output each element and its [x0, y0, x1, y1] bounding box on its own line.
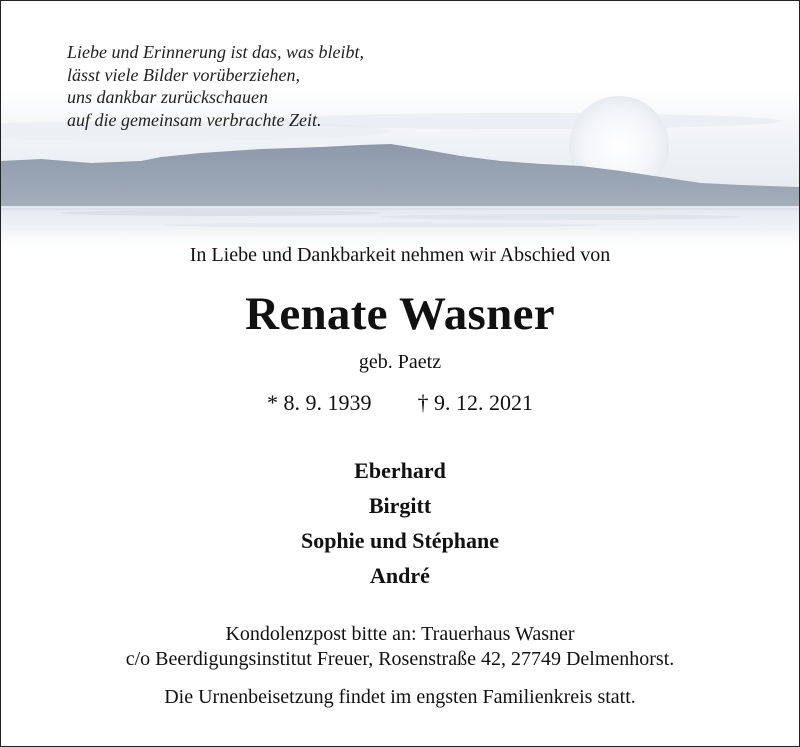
condolence-line: c/o Beerdigungsinstitut Freuer, Rosenstraße 42, 27749 Delmenhorst.	[125, 648, 675, 670]
maiden-name: geb. Paetz	[358, 351, 442, 373]
burial-note: Die Urnenbeisetzung findet im engsten Familienkreis statt.	[164, 686, 636, 708]
mourner-name: Eberhard	[354, 458, 446, 483]
mourners-list	[1, 453, 799, 593]
birth-date: * 8. 9. 1939	[267, 390, 372, 415]
poem-line: Liebe und Erinnerung ist das, was bleibt,	[67, 42, 364, 62]
memorial-poem	[67, 41, 364, 131]
poem-line: lässt viele Bilder vorüberziehen,	[67, 64, 300, 85]
death-date: † 9. 12. 2021	[417, 390, 533, 415]
poem-line: auf die gemeinsam verbrachte Zeit.	[67, 109, 322, 130]
mourner-name: André	[370, 563, 430, 588]
condolence-line: Kondolenzpost bitte an: Trauerhaus Wasner	[225, 623, 575, 645]
life-dates	[1, 390, 799, 416]
condolence-address	[1, 622, 799, 672]
deceased-name: Renate Wasner	[245, 288, 555, 340]
poem-line: uns dankbar zurückschauen	[67, 87, 268, 107]
intro-text: In Liebe und Dankbarkeit nehmen wir Abschied von	[189, 244, 611, 266]
mourner-name: Birgitt	[368, 493, 432, 518]
mourner-name: Sophie und Stéphane	[300, 528, 500, 553]
